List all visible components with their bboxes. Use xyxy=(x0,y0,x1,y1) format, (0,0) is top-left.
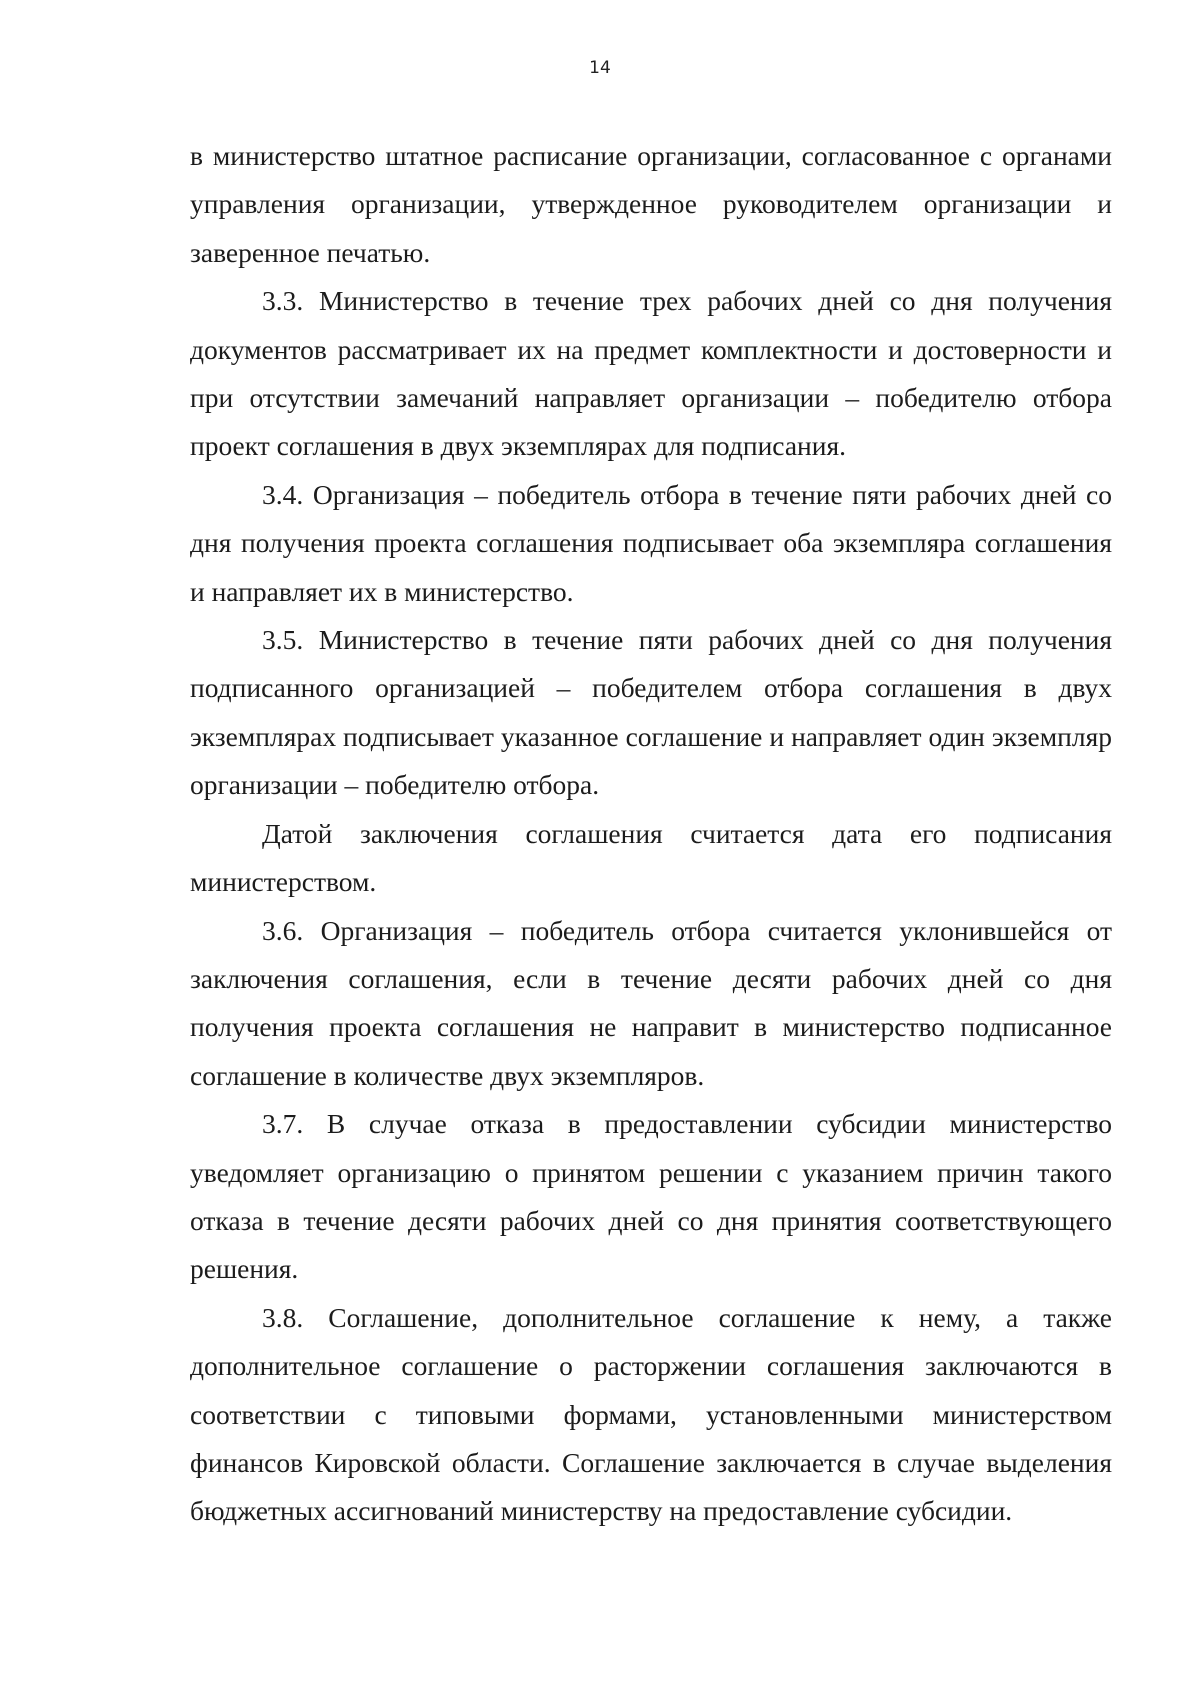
paragraph-3-7: 3.7. В случае отказа в предоставлении субсидии министерство уведомляет организацию о принятом решении с указанием причин такого отказа в течение десяти рабочих дней со дня принятия соответствующего решения. xyxy=(190,1108,1112,1285)
document-body xyxy=(190,132,1112,1536)
paragraph-3-6: 3.6. Организация – победитель отбора считается уклонившейся от заключения соглашения, если в течение десяти рабочих дней со дня получения проекта соглашения не направит в министерство подписанное соглашение в количестве двух экземпляров. xyxy=(190,914,1112,1091)
paragraph-continuation: в министерство штатное расписание организации, согласованное с органами управления организации, утвержденное руководителем организации и заверенное печатью. xyxy=(190,140,1112,268)
paragraph-3-8: 3.8. Соглашение, дополнительное соглашение к нему, а также дополнительное соглашение о расторжении соглашения заключаются в соответствии с типовыми формами, установленными министерством финансов Кировской области. Соглашение заключается в случае выделения бюджетных ассигнований министерству на предоставление субсидии. xyxy=(190,1301,1112,1527)
page-number: 14 xyxy=(589,58,611,78)
paragraph-3-3: 3.3. Министерство в течение трех рабочих дней со дня получения документов рассматривает их на предмет комплектности и достоверности и при отсутствии замечаний направляет организации – победителю отбора проект соглашения в двух экземплярах для подписания. xyxy=(190,285,1112,462)
paragraph-3-5: 3.5. Министерство в течение пяти рабочих дней со дня получения подписанного организацией – победителем отбора соглашения в двух экземплярах подписывает указанное соглашение и направляет один экземпляр организации – победителю отбора. xyxy=(190,624,1112,801)
paragraph-3-4: 3.4. Организация – победитель отбора в течение пяти рабочих дней со дня получения проекта соглашения подписывает оба экземпляра соглашения и направляет их в министерство. xyxy=(190,478,1112,607)
paragraph-conclusion-date: Датой заключения соглашения считается дата его подписания министерством. xyxy=(190,817,1112,898)
